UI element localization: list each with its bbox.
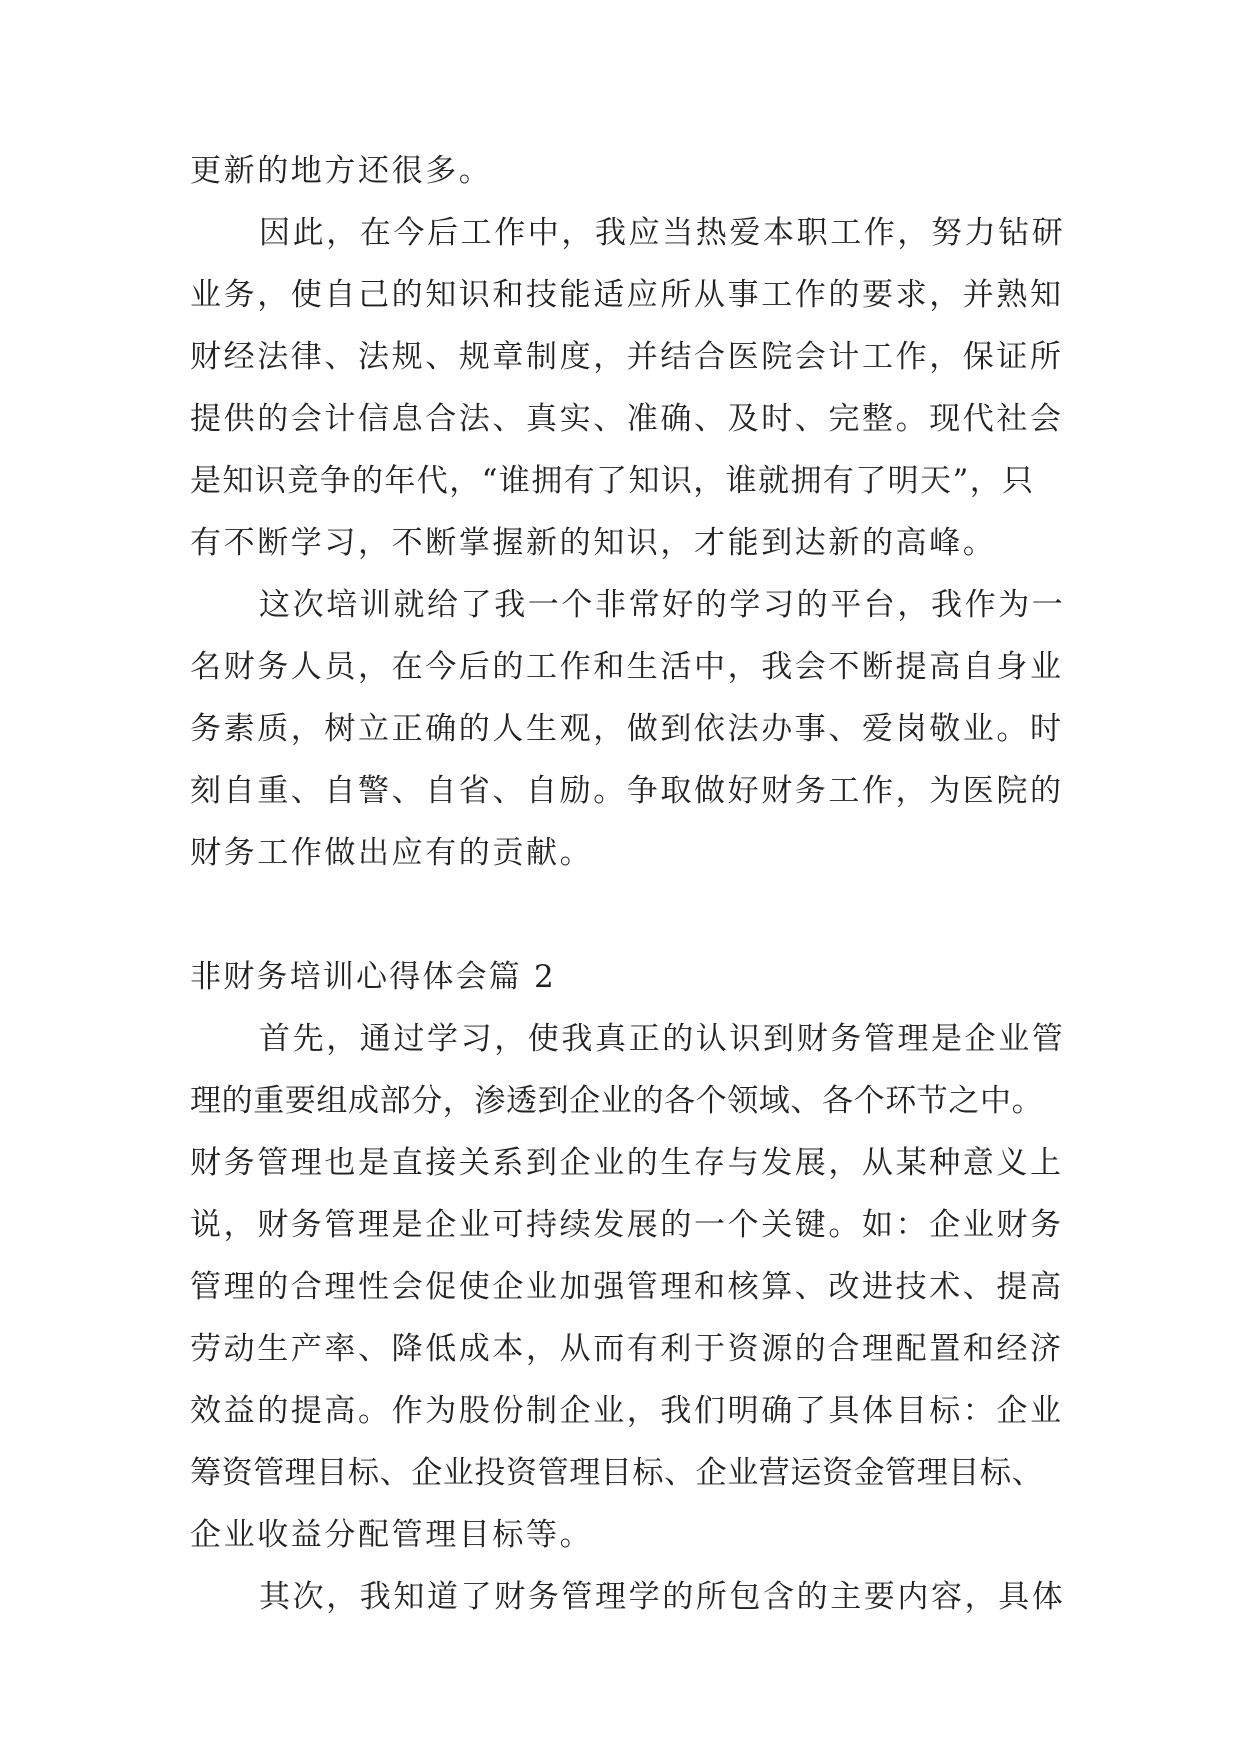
paragraph-line: 务素质，树立正确的人生观，做到依法办事、爱岗敬业。时	[190, 711, 1064, 747]
paragraph-line: 名财务人员，在今后的工作和生活中，我会不断提高自身业	[190, 649, 1064, 685]
paragraph-line: 财经法律、法规、规章制度，并结合医院会计工作，保证所	[190, 339, 1064, 375]
paragraph-line: 更新的地方还很多。	[190, 153, 493, 189]
paragraph-line: 劳动生产率、降低成本，从而有利于资源的合理配置和经济	[190, 1331, 1064, 1367]
paragraph-line: 财务管理也是直接关系到企业的生存与发展，从某种意义上	[190, 1145, 1064, 1181]
paragraph-line: 刻自重、自警、自省、自励。争取做好财务工作，为医院的	[190, 773, 1064, 809]
paragraph-line: 是知识竞争的年代，“谁拥有了知识，谁就拥有了明天”，只	[190, 463, 1035, 499]
paragraph-line: 首先，通过学习，使我真正的认识到财务管理是企业管	[259, 1021, 1066, 1057]
paragraph-line: 说，财务管理是企业可持续发展的一个关键。如：企业财务	[190, 1207, 1064, 1243]
paragraph-line: 业务，使自己的知识和技能适应所从事工作的要求，并熟知	[190, 277, 1064, 313]
section-1	[190, 140, 1066, 884]
paragraph-line: 其次，我知道了财务管理学的所包含的主要内容，具体	[259, 1579, 1066, 1615]
paragraph-line: 因此，在今后工作中，我应当热爱本职工作，努力钻研	[259, 215, 1066, 251]
paragraph-line: 筹资管理目标、企业投资管理目标、企业营运资金管理目标、	[190, 1455, 1044, 1491]
paragraph-line: 财务工作做出应有的贡献。	[190, 835, 594, 871]
paragraph-line: 效益的提高。作为股份制企业，我们明确了具体目标：企业	[190, 1393, 1064, 1429]
section-spacer	[190, 884, 1050, 946]
paragraph-line: 提供的会计信息合法、真实、准确、及时、完整。现代社会	[190, 401, 1064, 437]
section-2	[190, 946, 1066, 1628]
paragraph-line: 企业收益分配管理目标等。	[190, 1517, 594, 1553]
paragraph-line: 理的重要组成部分，渗透到企业的各个领域、各个环节之中。	[190, 1083, 1044, 1119]
document-page	[190, 140, 1066, 1628]
paragraph-line: 这次培训就给了我一个非常好的学习的平台，我作为一	[259, 587, 1066, 623]
paragraph-line: 有不断学习，不断掌握新的知识，才能到达新的高峰。	[190, 525, 997, 561]
paragraph-line: 管理的合理性会促使企业加强管理和核算、改进技术、提高	[190, 1269, 1064, 1305]
section-heading: 非财务培训心得体会篇 2	[190, 959, 556, 995]
